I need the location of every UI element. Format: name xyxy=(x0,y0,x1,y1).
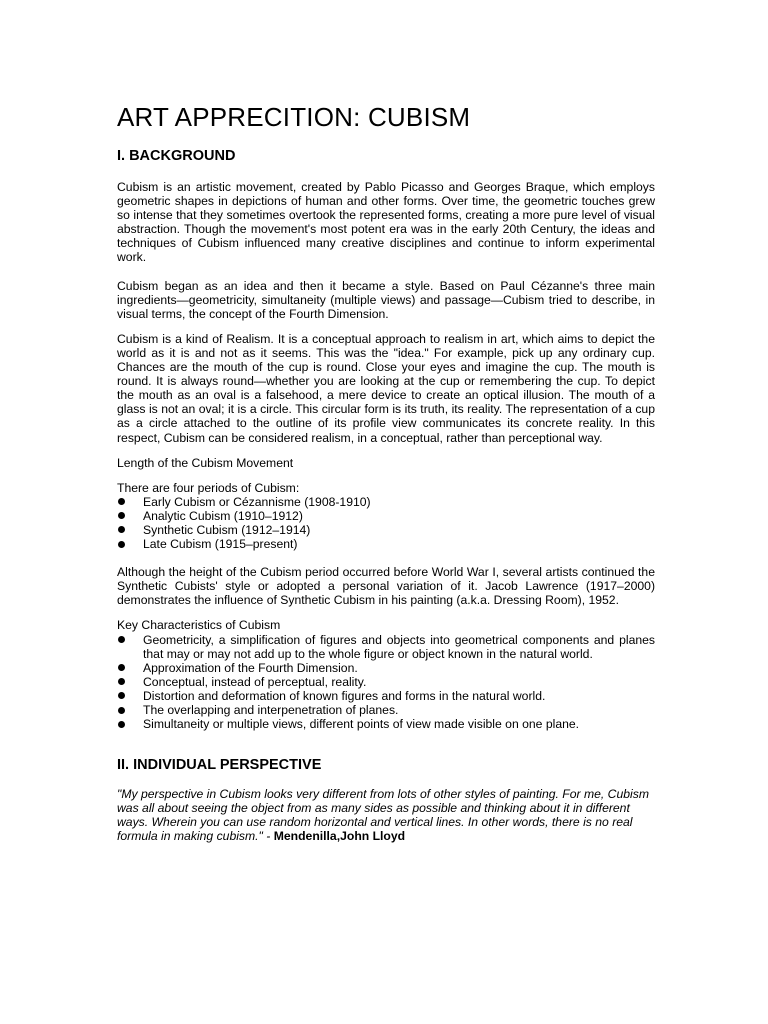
document-title: ART APPRECITION: CUBISM xyxy=(117,102,471,132)
paragraph-intro: Cubism is an artistic movement, created by Pablo Picasso and Georges Braque, which employs geometric shapes in depictions of human and other forms. Over time, the geometric touches grew so intense that they sometimes overtook the represented forms, creating a more pure level of visual abstraction. Though the movement's most potent era was in the early 20th Century, the ideas and techniques of Cubism influenced many creative disciplines and continue to inform experimental work. xyxy=(117,180,655,265)
characteristic-text: The overlapping and interpenetration of planes. xyxy=(143,703,399,717)
list-item xyxy=(117,523,655,537)
quote-author: Mendenilla,John Lloyd xyxy=(273,829,406,844)
list-item xyxy=(117,689,655,703)
period-label: Analytic Cubism (1910–1912) xyxy=(143,508,303,523)
list-item xyxy=(117,661,655,675)
list-item xyxy=(117,495,655,509)
perspective-quote xyxy=(117,787,655,843)
paragraph-idea-style: Cubism began as an idea and then it became a style. Based on Paul Cézanne's three main ingredients—geometricity, simultaneity (multiple views) and passage—Cubism tried to describe, in visual terms, the concept of the Fourth Dimension. xyxy=(117,278,655,321)
period-label: Late Cubism (1915–present) xyxy=(143,537,298,552)
label-key-characteristics: Key Characteristics of Cubism xyxy=(117,618,281,633)
quote-text: "My perspective in Cubism looks very different from lots of other styles of painting. For me, Cubism was all about seeing the object from as many sides as possible and thinking about it in different ways. Wherein you can use random horizontal and vertical lines. In other words, there is no real formula in making cubism." xyxy=(117,787,649,844)
bullet-icon xyxy=(118,664,125,671)
bullet-icon xyxy=(118,498,125,505)
characteristic-text: Simultaneity or multiple views, different points of view made visible on one plane. xyxy=(143,717,580,732)
characteristic-text: Approximation of the Fourth Dimension. xyxy=(143,660,358,675)
periods-intro: There are four periods of Cubism: xyxy=(117,480,300,495)
period-label: Early Cubism or Cézannisme (1908-1910) xyxy=(143,494,371,509)
bullet-icon xyxy=(118,636,125,643)
list-item xyxy=(117,675,655,689)
bullet-icon xyxy=(118,692,125,699)
list-item xyxy=(117,717,655,731)
section-heading-individual-perspective: II. INDIVIDUAL PERSPECTIVE xyxy=(117,757,322,774)
bullet-icon xyxy=(118,512,125,519)
list-item xyxy=(117,509,655,523)
list-item xyxy=(117,633,655,661)
bullet-icon xyxy=(118,721,125,728)
bullet-icon xyxy=(118,678,125,685)
characteristics-list xyxy=(117,633,655,732)
paragraph-realism: Cubism is a kind of Realism. It is a conceptual approach to realism in art, which aims to depict the world as it is and not as it seems. This was the "idea." For example, pick up any ordinary cup. Chances are the mouth of the cup is round. Close your eyes and imagine the cup. The mouth is round. It is always round—whether you are looking at the cup or remembering the cup. To depict the mouth as an oval is a falsehood, a mere device to create an optical illusion. The mouth of a glass is not an oval; it is a circle. This circular form is its truth, its reality. The representation of a cup as a circle attached to the outline of its profile view communicates its concrete reality. In this respect, Cubism can be considered realism, in a conceptual, rather than perceptional way. xyxy=(117,331,655,445)
bullet-icon xyxy=(118,707,125,714)
paragraph-later-influence: Although the height of the Cubism period occurred before World War I, several artists continued the Synthetic Cubists' style or adopted a personal variation of it. Jacob Lawrence (1917–2000) demonstrates the influence of Synthetic Cubism in his painting (a.k.a. Dressing Room), 1952. xyxy=(117,565,655,608)
characteristic-text: Distortion and deformation of known figures and forms in the natural world. xyxy=(143,688,546,703)
bullet-icon xyxy=(118,541,125,548)
quote-separator: - xyxy=(262,829,274,844)
characteristic-text: Conceptual, instead of perceptual, reality. xyxy=(143,674,367,689)
bullet-icon xyxy=(118,526,125,533)
list-item xyxy=(117,703,655,717)
characteristic-text: Geometricity, a simplification of figures and objects into geometrical components and planes that may or may not add up to the whole figure or object known in the natural world. xyxy=(143,632,655,661)
label-length-of-movement: Length of the Cubism Movement xyxy=(117,455,294,470)
period-label: Synthetic Cubism (1912–1914) xyxy=(143,522,311,537)
section-heading-background: I. BACKGROUND xyxy=(117,148,236,164)
document-page xyxy=(117,96,655,844)
list-item xyxy=(117,537,655,551)
periods-list xyxy=(117,495,655,551)
